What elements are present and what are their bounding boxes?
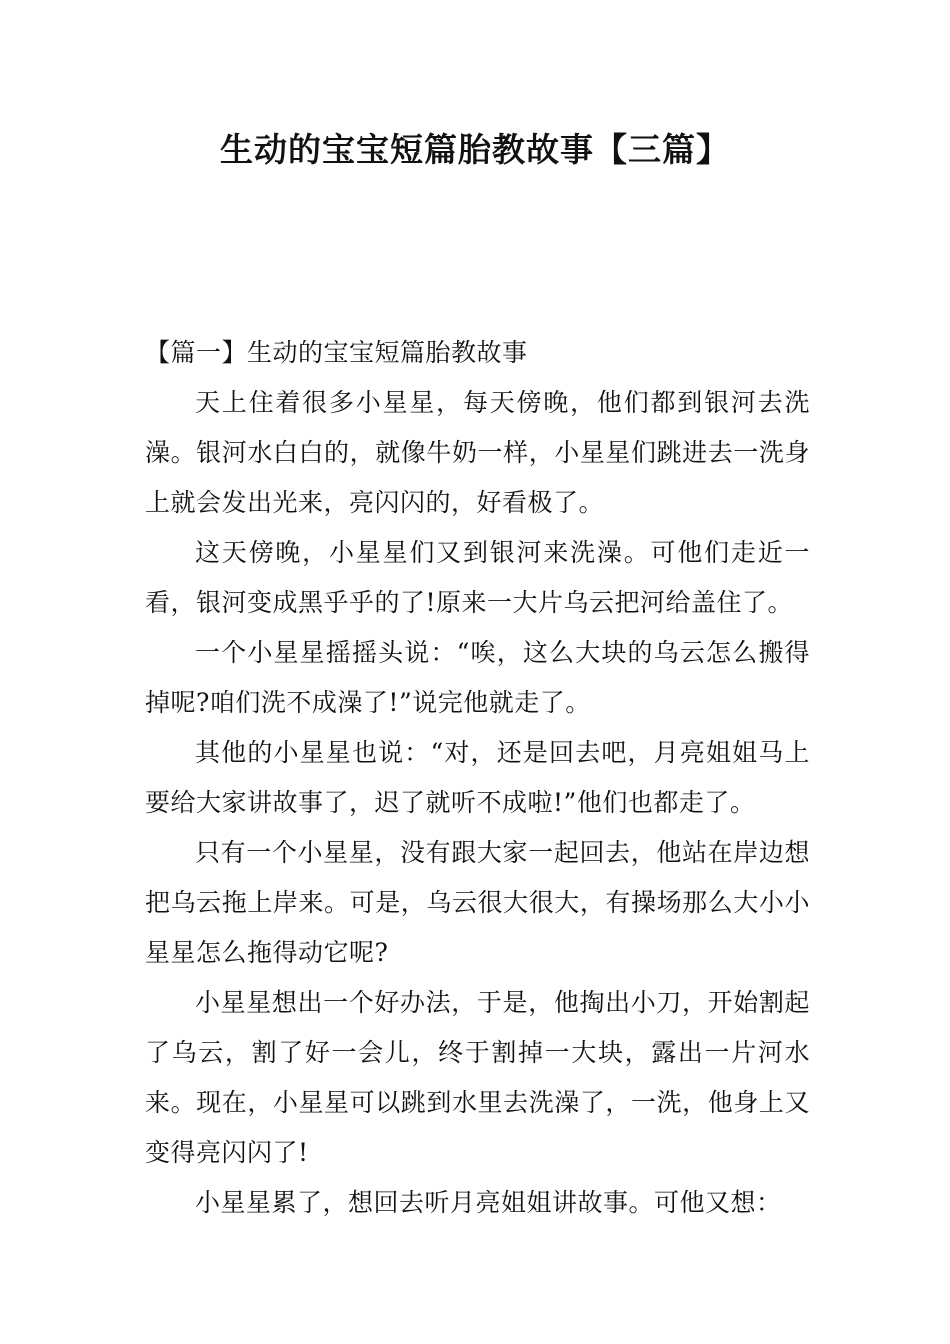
paragraph-4: 其他的小星星也说：“对，还是回去吧，月亮姐姐马上要给大家讲故事了，迟了就听不成啦!”他们也都走了。 — [145, 738, 810, 817]
paragraph-5: 只有一个小星星，没有跟大家一起回去，他站在岸边想把乌云拖上岸来。可是，乌云很大很大，有操场那么大小小星星怎么拖得动它呢? — [145, 838, 810, 967]
paragraph-6: 小星星想出一个好办法，于是，他掏出小刀，开始割起了乌云，割了好一会儿，终于割掉一大块，露出一片河水来。现在，小星星可以跳到水里去洗澡了，一洗，他身上又变得亮闪闪了! — [145, 988, 810, 1167]
paragraph-3: 一个小星星摇摇头说：“唉，这么大块的乌云怎么搬得掉呢?咱们洗不成澡了!”说完他就走了。 — [145, 638, 810, 717]
paragraph-1: 天上住着很多小星星，每天傍晚，他们都到银河去洗澡。银河水白白的，就像牛奶一样，小星星们跳进去一洗身上就会发出光来，亮闪闪的，好看极了。 — [145, 388, 810, 517]
paragraph-2: 这天傍晚，小星星们又到银河来洗澡。可他们走近一看，银河变成黑乎乎的了!原来一大片乌云把河给盖住了。 — [145, 538, 810, 617]
document-title: 生动的宝宝短篇胎教故事【三篇】 — [220, 130, 730, 169]
section-heading: 【篇一】生动的宝宝短篇胎教故事 — [145, 338, 528, 367]
paragraph-7: 小星星累了，想回去听月亮姐姐讲故事。可他又想： — [195, 1188, 782, 1217]
document-body — [145, 328, 810, 1228]
